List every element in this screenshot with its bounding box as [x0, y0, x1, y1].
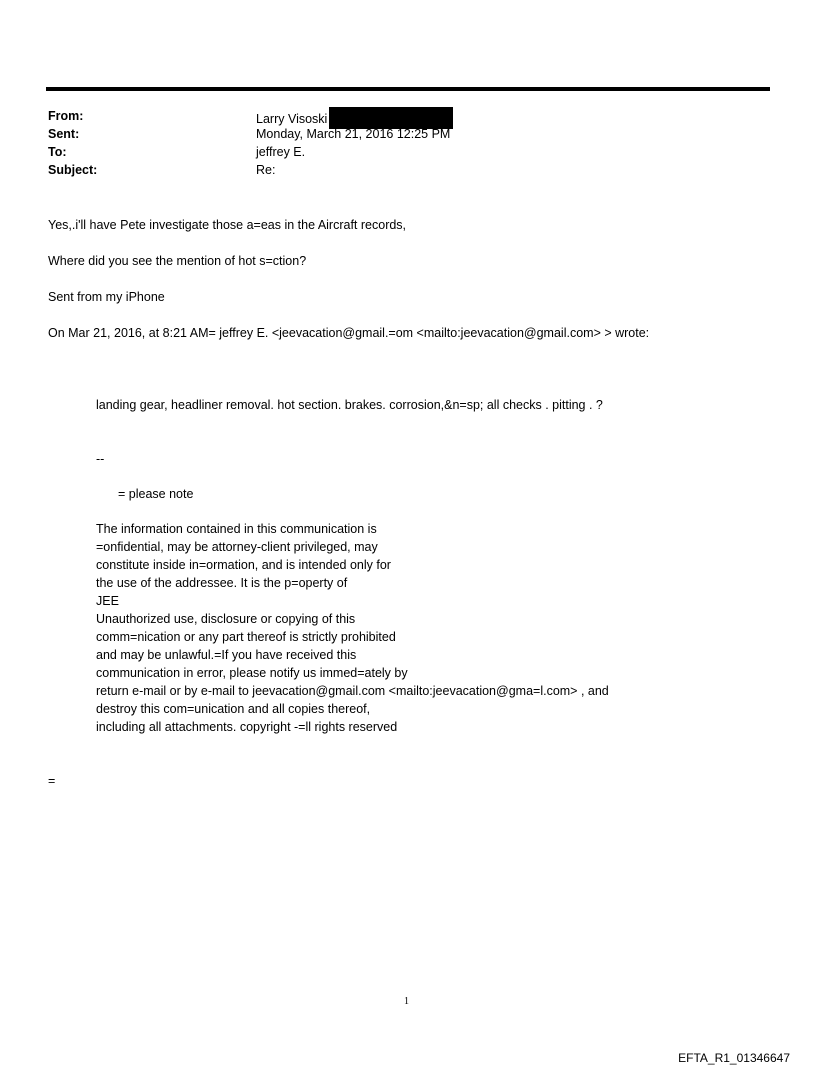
disclaimer-line: constitute inside in=ormation, and is intended only for: [96, 558, 391, 572]
trailing-equals: =: [48, 774, 56, 788]
disclaimer-line: return e-mail or by e-mail to jeevacation@gmail.com <mailto:jeevacation@gma=l.com> , and: [96, 684, 609, 698]
disclaimer-line: comm=nication or any part thereof is strictly prohibited: [96, 630, 396, 644]
quoted-message: landing gear, headliner removal. hot section. brakes. corrosion,&n=sp; all checks . pitting . ?: [96, 398, 603, 412]
disclaimer: [96, 520, 609, 736]
disclaimer-line: communication in error, please notify us immed=ately by: [96, 666, 408, 680]
disclaimer-line: =onfidential, may be attorney-client privileged, may: [96, 540, 378, 554]
body-line-2: Where did you see the mention of hot s=ction?: [48, 254, 307, 268]
disclaimer-line: including all attachments. copyright -=ll rights reserved: [96, 720, 398, 734]
disclaimer-line: JEE: [96, 594, 119, 608]
body-line-1: Yes,.i'll have Pete investigate those a=eas in the Aircraft records,: [48, 218, 407, 232]
disclaimer-line: Unauthorized use, disclosure or copying of this: [96, 612, 356, 626]
from-value: Larry Visoski: [256, 112, 328, 126]
bates-number: EFTA_R1_01346647: [678, 1051, 790, 1065]
page-number: 1: [404, 996, 409, 1007]
to-value: jeffrey E.: [256, 145, 306, 159]
signature-separator: --: [96, 452, 105, 466]
disclaimer-line: the use of the addressee. It is the p=operty of: [96, 576, 348, 590]
disclaimer-line: and may be unlawful.=If you have received this: [96, 648, 357, 662]
subject-label: Subject:: [48, 163, 98, 177]
disclaimer-line: The information contained in this communication is: [96, 522, 377, 536]
disclaimer-line: destroy this com=unication and all copies thereof,: [96, 702, 371, 716]
body-line-3: Sent from my iPhone: [48, 290, 165, 304]
sent-value: Monday, March 21, 2016 12:25 PM: [256, 127, 451, 141]
header-rule: [46, 87, 770, 91]
subject-value: Re:: [256, 163, 276, 177]
sent-label: Sent:: [48, 127, 80, 141]
to-label: To:: [48, 145, 67, 159]
from-label: From:: [48, 109, 84, 123]
reply-attribution: On Mar 21, 2016, at 8:21 AM= jeffrey E. <jeevacation@gmail.=om <mailto:jeevacation@gmail.com> > wrote:: [48, 326, 650, 340]
please-note: = please note: [118, 487, 194, 501]
